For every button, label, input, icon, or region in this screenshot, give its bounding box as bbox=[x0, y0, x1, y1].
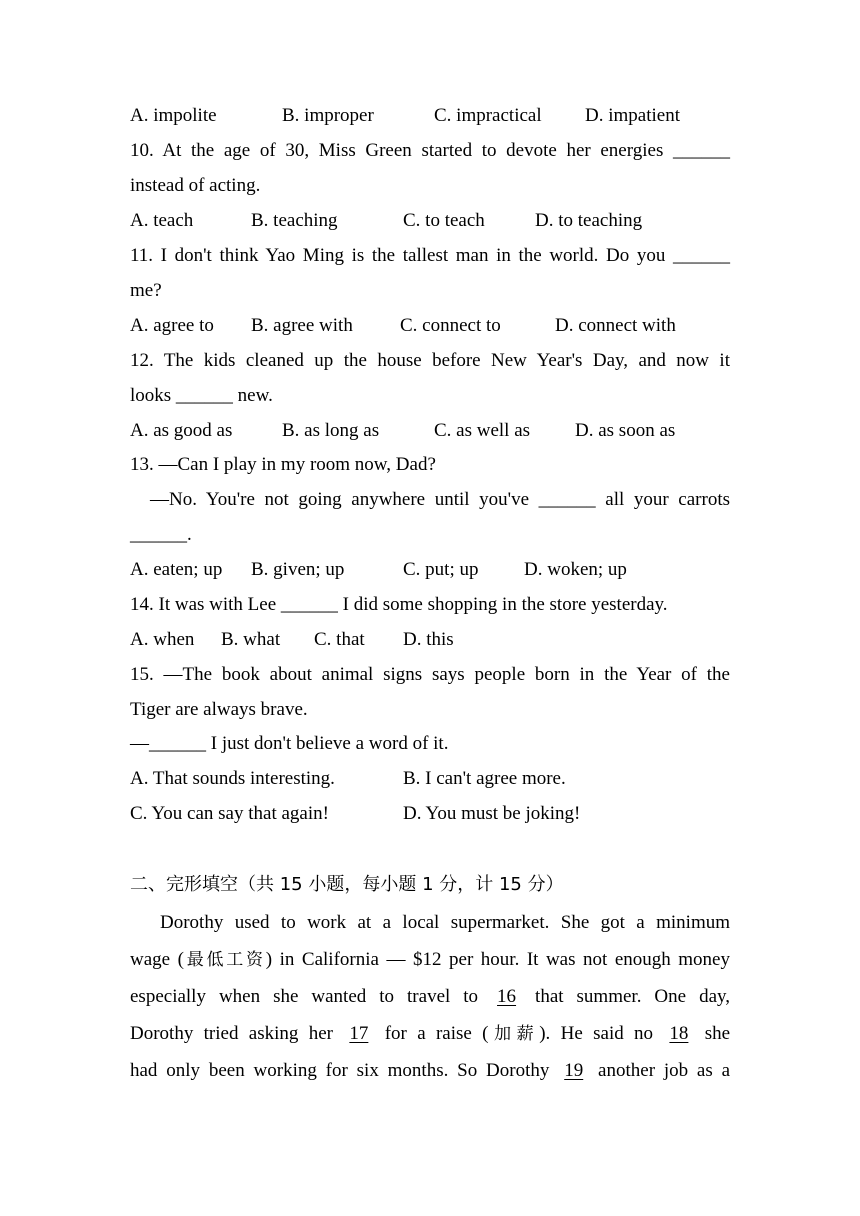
passage-line3-part1: especially when she wanted to travel to bbox=[130, 986, 479, 1007]
q15-option-a: A. That sounds interesting. bbox=[130, 768, 335, 789]
passage-line4 bbox=[130, 1022, 730, 1046]
q15-option-c: C. You can say that again! bbox=[130, 803, 329, 824]
q11-option-c: C. connect to bbox=[400, 315, 501, 336]
passage-cn-min-wage: 最低工资 bbox=[183, 950, 266, 970]
q12-option-d: D. as soon as bbox=[575, 420, 676, 441]
q11-stem-line1: 11. I don't think Yao Ming is the tallest man in the world. Do you ______ bbox=[130, 245, 730, 266]
q13-option-c: C. put; up bbox=[403, 559, 479, 580]
passage-line2 bbox=[130, 948, 730, 972]
passage-line4-part4: she bbox=[704, 1023, 731, 1044]
q9-option-c: C. impractical bbox=[434, 105, 542, 126]
q12-option-b: B. as long as bbox=[282, 420, 380, 441]
blank-18: 18 bbox=[669, 1023, 689, 1044]
blank-16: 16 bbox=[497, 986, 517, 1007]
section-heading-cloze: 二、完形填空（共 15 小题，每小题 1 分，计 15 分） bbox=[130, 874, 564, 895]
q10-stem-line2: instead of acting. bbox=[130, 175, 261, 196]
q13-stem-line1: 13. —Can I play in my room now, Dad? bbox=[130, 454, 436, 475]
q11-option-a: A. agree to bbox=[130, 315, 214, 336]
passage-cn-raise: 加薪 bbox=[488, 1024, 540, 1044]
q11-option-b: B. agree with bbox=[251, 315, 353, 336]
q9-option-a: A. impolite bbox=[130, 105, 217, 126]
passage-line2-part2: ) in California — $12 per hour. It was not enough money bbox=[265, 949, 730, 970]
q10-option-c: C. to teach bbox=[403, 210, 485, 231]
q9-option-d: D. impatient bbox=[585, 105, 680, 126]
q15-stem-line3: —______ I just don't believe a word of it. bbox=[130, 733, 449, 754]
q12-option-c: C. as well as bbox=[434, 420, 531, 441]
passage-line4-part3: ). He said no bbox=[539, 1023, 654, 1044]
q14-option-c: C. that bbox=[314, 629, 365, 650]
q15-option-b: B. I can't agree more. bbox=[403, 768, 566, 789]
q9-option-b: B. improper bbox=[282, 105, 374, 126]
q13-option-a: A. eaten; up bbox=[130, 559, 223, 580]
q13-stem-line3: ______. bbox=[130, 524, 192, 545]
q10-option-b: B. teaching bbox=[251, 210, 338, 231]
passage-line3-part2: that summer. One day, bbox=[535, 986, 731, 1007]
blank-19: 19 bbox=[564, 1060, 584, 1081]
q13-option-d: D. woken; up bbox=[524, 559, 627, 580]
q11-stem-line2: me? bbox=[130, 280, 162, 301]
q15-stem-line1: 15. —The book about animal signs says people born in the Year of the bbox=[130, 664, 730, 685]
q13-option-b: B. given; up bbox=[251, 559, 345, 580]
passage-line3 bbox=[130, 985, 730, 1009]
q14-stem-line1: 14. It was with Lee ______ I did some shopping in the store yesterday. bbox=[130, 594, 668, 615]
blank-17: 17 bbox=[349, 1023, 369, 1044]
q12-option-a: A. as good as bbox=[130, 420, 233, 441]
q14-option-b: B. what bbox=[221, 629, 281, 650]
q11-option-d: D. connect with bbox=[555, 315, 676, 336]
q12-stem-line1: 12. The kids cleaned up the house before New Year's Day, and now it bbox=[130, 350, 730, 371]
passage-line2-part1: wage ( bbox=[130, 949, 184, 970]
q14-option-d: D. this bbox=[403, 629, 454, 650]
passage-line5 bbox=[130, 1059, 730, 1083]
q10-stem-line1: 10. At the age of 30, Miss Green started to devote her energies ______ bbox=[130, 140, 730, 161]
q15-stem-line2: Tiger are always brave. bbox=[130, 699, 308, 720]
passage-line5-part2: another job as a bbox=[598, 1060, 731, 1081]
q14-option-a: A. when bbox=[130, 629, 195, 650]
passage-line1: Dorothy used to work at a local supermarket. She got a minimum bbox=[160, 912, 730, 933]
q12-stem-line2: looks ______ new. bbox=[130, 385, 273, 406]
q15-option-d: D. You must be joking! bbox=[403, 803, 581, 824]
q13-stem-line2: —No. You're not going anywhere until you've ______ all your carrots bbox=[150, 489, 730, 510]
q10-option-d: D. to teaching bbox=[535, 210, 643, 231]
passage-line5-part1: had only been working for six months. So Dorothy bbox=[130, 1060, 550, 1081]
q10-option-a: A. teach bbox=[130, 210, 194, 231]
passage-line4-part1: Dorothy tried asking her bbox=[130, 1023, 334, 1044]
passage-line4-part2: for a raise ( bbox=[384, 1023, 489, 1044]
